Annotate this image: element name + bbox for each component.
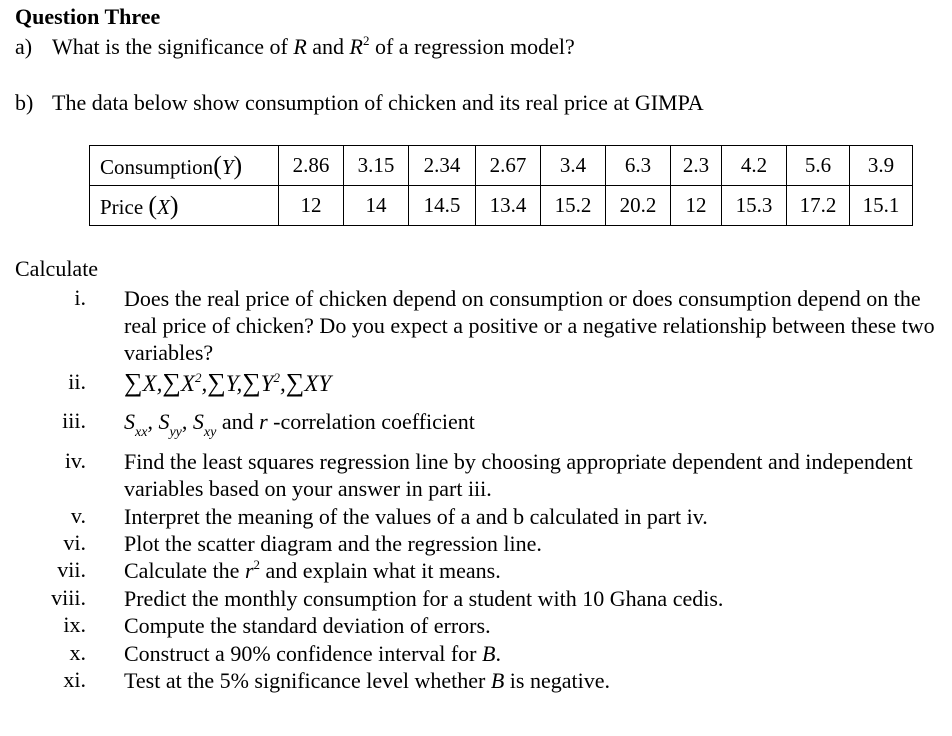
- item-formula-s: $S_{xx}$, $S_{yy}$, $S_{xy}$ and r -correlation coefficient: [124, 409, 475, 440]
- table-cell: 17.2: [787, 186, 850, 226]
- symbol-r: R: [293, 34, 307, 59]
- price-var: X: [157, 194, 170, 219]
- table-cell: 3.15: [344, 146, 409, 186]
- table-cell: 2.34: [409, 146, 476, 186]
- table-cell: 20.2: [606, 186, 671, 226]
- item-number: vii.: [57, 557, 86, 582]
- item-number: iii.: [62, 408, 86, 433]
- table-cell: 13.4: [476, 186, 541, 226]
- item-number: i.: [74, 285, 86, 310]
- table-cell: 6.3: [606, 146, 671, 186]
- item-number: xi.: [63, 667, 86, 692]
- item-number: iv.: [64, 448, 86, 473]
- table-cell: 14.5: [409, 186, 476, 226]
- sigma-icon: ∑: [285, 368, 305, 397]
- symbol-r-squared: R: [349, 34, 363, 59]
- table-cell: 12: [671, 186, 722, 226]
- consumption-label: Consumption: [100, 154, 214, 179]
- part-b-label: b): [15, 90, 34, 115]
- table-cell: 3.9: [850, 146, 913, 186]
- consumption-var: Y: [221, 154, 234, 179]
- part-a-question: [15, 34, 575, 60]
- item-text: Construct a 90% confidence interval for B.: [124, 641, 501, 666]
- table-cell: 12: [279, 186, 344, 226]
- table-cell: 2.86: [279, 146, 344, 186]
- data-table: [89, 145, 913, 226]
- table-cell: 15.2: [541, 186, 606, 226]
- part-b-text: The data below show consumption of chicken and its real price at GIMPA: [52, 90, 704, 115]
- item-text: Does the real price of chicken depend on consumption or does consumption depend on the real price of chicken? Do you expect a positive or a negative relationship between these two variables?: [124, 286, 935, 365]
- table-cell: 14: [344, 186, 409, 226]
- table-cell: 2.3: [671, 146, 722, 186]
- item-number: viii.: [51, 585, 86, 610]
- calculate-label: Calculate: [15, 256, 99, 281]
- item-number: v.: [70, 503, 86, 528]
- item-text: Test at the 5% significance level whether B is negative.: [124, 668, 610, 693]
- price-label: Price: [100, 194, 144, 219]
- sigma-icon: ∑: [207, 368, 226, 397]
- table-cell: 4.2: [722, 146, 787, 186]
- item-text: Find the least squares regression line by choosing appropriate dependent and independent variables based on your answer in part iii.: [124, 449, 913, 501]
- table-cell: 15.3: [722, 186, 787, 226]
- table-cell: 15.1: [850, 186, 913, 226]
- part-a-and: and: [306, 34, 350, 59]
- row-header-price: Price (X): [90, 186, 279, 226]
- item-number: vi.: [63, 530, 86, 555]
- superscript-2: 2: [362, 33, 370, 48]
- item-text: Calculate the $r^2$ and explain what it means.: [124, 557, 501, 583]
- item-text: Plot the scatter diagram and the regression line.: [124, 531, 542, 556]
- part-a-text-after: of a regression model?: [369, 34, 575, 59]
- part-b-question: [15, 90, 704, 116]
- sigma-icon: ∑: [242, 368, 261, 397]
- table-cell: 2.67: [476, 146, 541, 186]
- item-text: Predict the monthly consumption for a student with 10 Ghana cedis.: [124, 586, 724, 611]
- item-number: ii.: [68, 369, 86, 394]
- item-number: x.: [69, 640, 86, 665]
- item-text: Compute the standard deviation of errors.: [124, 613, 491, 638]
- table-cell: 5.6: [787, 146, 850, 186]
- sigma-icon: ∑: [162, 368, 181, 397]
- part-a-text-before: What is the significance of: [52, 34, 294, 59]
- sigma-icon: ∑: [124, 368, 143, 397]
- item-text: Interpret the meaning of the values of a and b calculated in part iv.: [124, 504, 708, 529]
- row-header-consumption: Consumption(Y): [90, 146, 279, 186]
- table-row-price: [90, 186, 913, 226]
- part-a-label: a): [15, 34, 33, 59]
- item-number: ix.: [63, 612, 86, 637]
- question-title: Question Three: [15, 4, 161, 29]
- table-row-consumption: [90, 146, 913, 186]
- item-formula-sums: $\sum X,\sum X^2,\sum Y,\sum Y^2,\sum XY$: [124, 368, 332, 397]
- table-cell: 3.4: [541, 146, 606, 186]
